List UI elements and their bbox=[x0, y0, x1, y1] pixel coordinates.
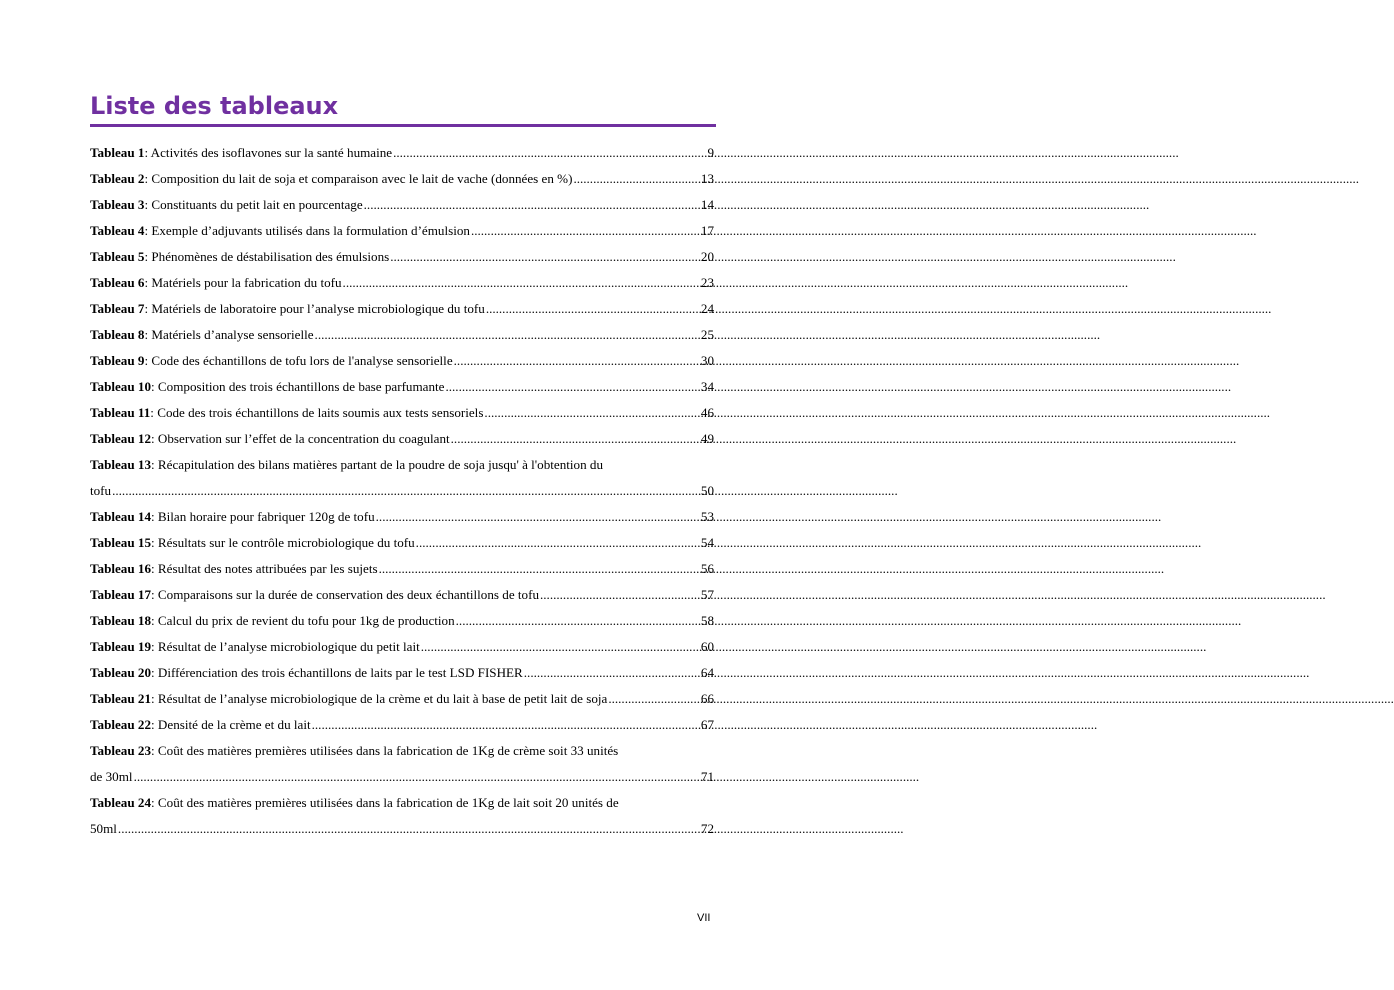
page-title: Liste des tableaux bbox=[90, 92, 339, 120]
entry-label: Tableau 1 bbox=[90, 145, 145, 160]
dot-leader bbox=[524, 660, 700, 686]
table-list-entry[interactable] bbox=[90, 140, 714, 166]
entry-page-number: 56 bbox=[700, 561, 714, 576]
entry-title: : Matériels d’analyse sensorielle bbox=[144, 327, 314, 342]
entry-page-number: 9 bbox=[707, 145, 714, 160]
title-underline bbox=[90, 124, 716, 127]
table-list-entry[interactable] bbox=[90, 504, 714, 530]
entry-title: : Bilan horaire pour fabriquer 120g de tofu bbox=[151, 509, 375, 524]
entry-label: Tableau 16 bbox=[90, 561, 152, 576]
table-list-entry[interactable] bbox=[90, 790, 714, 842]
table-list-entry[interactable] bbox=[90, 322, 714, 348]
entry-page-number: 14 bbox=[700, 197, 714, 212]
entry-title: : Résultats sur le contrôle microbiologique du tofu bbox=[151, 535, 415, 550]
entry-label: Tableau 9 bbox=[90, 353, 145, 368]
dot-leader bbox=[393, 140, 706, 166]
entry-title: : Composition des trois échantillons de base parfumante bbox=[151, 379, 445, 394]
table-list-entry[interactable] bbox=[90, 348, 714, 374]
dot-leader bbox=[573, 166, 699, 192]
table-list-entry[interactable] bbox=[90, 582, 714, 608]
entry-label: Tableau 2 bbox=[90, 171, 145, 186]
entry-label: Tableau 12 bbox=[90, 431, 152, 446]
page-number: VII bbox=[697, 912, 711, 924]
entry-label: Tableau 4 bbox=[90, 223, 145, 238]
entry-label: Tableau 6 bbox=[90, 275, 145, 290]
entry-page-number: 71 bbox=[700, 769, 714, 784]
dot-leader bbox=[364, 192, 700, 218]
table-list-entry[interactable] bbox=[90, 738, 714, 790]
entry-page-number: 24 bbox=[700, 301, 714, 316]
entry-label: Tableau 5 bbox=[90, 249, 145, 264]
entry-title: : Constituants du petit lait en pourcentage bbox=[144, 197, 363, 212]
table-list-entry[interactable] bbox=[90, 712, 714, 738]
entry-title: : Densité de la crème et du lait bbox=[151, 717, 311, 732]
entry-page-number: 13 bbox=[700, 171, 714, 186]
table-list-entry[interactable] bbox=[90, 400, 714, 426]
entry-title: : Coût des matières premières utilisées dans la fabrication de 1Kg de crème soit 33 unités bbox=[151, 743, 619, 758]
entry-label: Tableau 8 bbox=[90, 327, 145, 342]
entry-page-number: 23 bbox=[700, 275, 714, 290]
entry-page-number: 58 bbox=[700, 613, 714, 628]
dot-leader bbox=[390, 244, 700, 270]
entry-page-number: 49 bbox=[700, 431, 714, 446]
entry-title: : Exemple d’adjuvants utilisés dans la formulation d’émulsion bbox=[144, 223, 470, 238]
entry-title: : Code des échantillons de tofu lors de l'analyse sensorielle bbox=[144, 353, 453, 368]
table-list-entry[interactable] bbox=[90, 530, 714, 556]
entry-page-number: 25 bbox=[700, 327, 714, 342]
dot-leader bbox=[379, 556, 700, 582]
entry-title: : Résultat de l’analyse microbiologique de la crème et du lait à base de petit lait de soja bbox=[151, 691, 608, 706]
table-list-entry[interactable] bbox=[90, 374, 714, 400]
entry-title: : Composition du lait de soja et comparaison avec le lait de vache (données en %) bbox=[144, 171, 573, 186]
entry-title: : Matériels de laboratoire pour l’analyse microbiologique du tofu bbox=[144, 301, 485, 316]
table-list-entry[interactable] bbox=[90, 192, 714, 218]
entry-label: Tableau 11 bbox=[90, 405, 151, 420]
table-list-entry[interactable] bbox=[90, 426, 714, 452]
entry-page-number: 34 bbox=[700, 379, 714, 394]
dot-leader bbox=[445, 374, 699, 400]
dot-leader bbox=[484, 400, 699, 426]
entry-title: : Observation sur l’effet de la concentration du coagulant bbox=[151, 431, 450, 446]
entry-title-continuation: de 30ml bbox=[90, 769, 133, 784]
entry-title: : Résultat de l’analyse microbiologique du petit lait bbox=[151, 639, 420, 654]
table-list-entry[interactable] bbox=[90, 244, 714, 270]
entry-label: Tableau 20 bbox=[90, 665, 152, 680]
dot-leader bbox=[421, 634, 700, 660]
table-list-entry[interactable] bbox=[90, 634, 714, 660]
entry-label: Tableau 14 bbox=[90, 509, 152, 524]
dot-leader bbox=[376, 504, 700, 530]
entry-page-number: 72 bbox=[700, 821, 714, 836]
entry-label: Tableau 21 bbox=[90, 691, 152, 706]
entry-title: : Activités des isoflavones sur la santé humaine bbox=[144, 145, 393, 160]
entry-title: : Matériels pour la fabrication du tofu bbox=[144, 275, 342, 290]
dot-leader bbox=[608, 686, 700, 712]
entry-label: Tableau 23 bbox=[90, 743, 152, 758]
dot-leader bbox=[112, 478, 700, 504]
table-list-entry[interactable] bbox=[90, 166, 714, 192]
table-list-entry[interactable] bbox=[90, 556, 714, 582]
entry-title: : Différenciation des trois échantillons de laits par le test LSD FISHER bbox=[151, 665, 523, 680]
entry-page-number: 60 bbox=[700, 639, 714, 654]
dot-leader bbox=[486, 296, 700, 322]
entry-title: : Calcul du prix de revient du tofu pour 1kg de production bbox=[151, 613, 455, 628]
dot-leader bbox=[416, 530, 700, 556]
entry-label: Tableau 15 bbox=[90, 535, 152, 550]
entry-label: Tableau 22 bbox=[90, 717, 152, 732]
entry-page-number: 64 bbox=[700, 665, 714, 680]
entry-page-number: 17 bbox=[700, 223, 714, 238]
entry-page-number: 67 bbox=[700, 717, 714, 732]
dot-leader bbox=[343, 270, 700, 296]
table-list-entry[interactable] bbox=[90, 218, 714, 244]
table-list-entry[interactable] bbox=[90, 296, 714, 322]
entry-title: : Comparaisons sur la durée de conservation des deux échantillons de tofu bbox=[151, 587, 539, 602]
entry-title-continuation: tofu bbox=[90, 483, 112, 498]
entry-page-number: 66 bbox=[700, 691, 714, 706]
entry-page-number: 30 bbox=[700, 353, 714, 368]
entry-label: Tableau 18 bbox=[90, 613, 152, 628]
table-list bbox=[90, 140, 714, 842]
entry-label: Tableau 17 bbox=[90, 587, 152, 602]
entry-title-continuation: 50ml bbox=[90, 821, 117, 836]
dot-leader bbox=[471, 218, 700, 244]
table-list-entry[interactable] bbox=[90, 608, 714, 634]
entry-label: Tableau 10 bbox=[90, 379, 152, 394]
dot-leader bbox=[312, 712, 700, 738]
dot-leader bbox=[451, 426, 700, 452]
entry-title: : Résultat des notes attribuées par les sujets bbox=[151, 561, 378, 576]
dot-leader bbox=[315, 322, 700, 348]
entry-page-number: 46 bbox=[700, 405, 714, 420]
entry-title: : Code des trois échantillons de laits soumis aux tests sensoriels bbox=[150, 405, 484, 420]
entry-label: Tableau 24 bbox=[90, 795, 152, 810]
entry-page-number: 57 bbox=[700, 587, 714, 602]
dot-leader bbox=[454, 348, 700, 374]
dot-leader bbox=[540, 582, 700, 608]
table-list-entry[interactable] bbox=[90, 686, 714, 712]
entry-page-number: 50 bbox=[700, 483, 714, 498]
entry-title: : Coût des matières premières utilisées dans la fabrication de 1Kg de lait soit 20 unités de bbox=[151, 795, 619, 810]
table-list-entry[interactable] bbox=[90, 660, 714, 686]
entry-title: : Récapitulation des bilans matières partant de la poudre de soja jusqu' à l'obtention du bbox=[151, 457, 603, 472]
entry-label: Tableau 13 bbox=[90, 457, 152, 472]
entry-page-number: 54 bbox=[700, 535, 714, 550]
entry-label: Tableau 19 bbox=[90, 639, 152, 654]
entry-page-number: 53 bbox=[700, 509, 714, 524]
entry-label: Tableau 3 bbox=[90, 197, 145, 212]
dot-leader bbox=[134, 764, 700, 790]
dot-leader bbox=[118, 816, 700, 842]
dot-leader bbox=[456, 608, 700, 634]
entry-label: Tableau 7 bbox=[90, 301, 145, 316]
entry-title: : Phénomènes de déstabilisation des émulsions bbox=[144, 249, 390, 264]
table-list-entry[interactable] bbox=[90, 452, 714, 504]
entry-page-number: 20 bbox=[700, 249, 714, 264]
table-list-entry[interactable] bbox=[90, 270, 714, 296]
